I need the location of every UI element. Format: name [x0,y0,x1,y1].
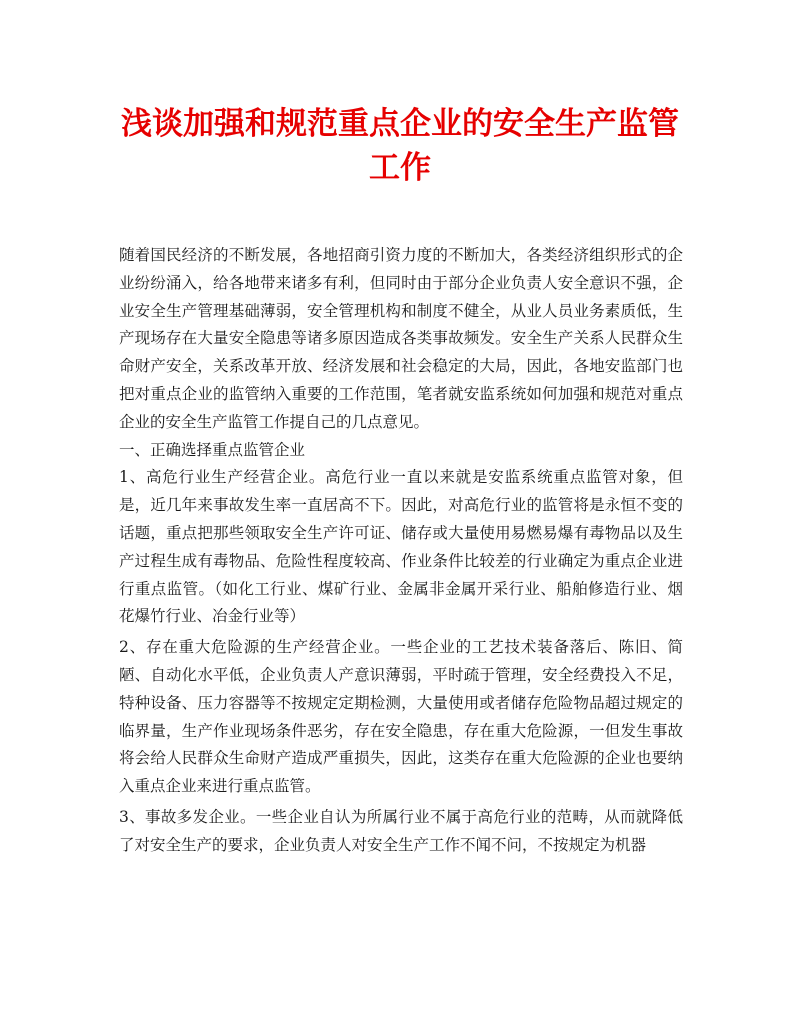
document-title: 浅谈加强和规范重点企业的安全生产监管工作 [121,106,679,186]
document-body [119,242,683,860]
intro-paragraph: 随着国民经济的不断发展，各地招商引资力度的不断加大，各类经济组织形式的企业纷纷涌入，给各地带来诸多有利，但同时由于部分企业负责人安全意识不强，企业安全生产管理基础薄弱，安全管理机构和制度不健全，从业人员业务素质低，生产现场存在大量安全隐患等诸多原因造成各类事故频发。安全生产关系人民群众生命财产安全，关系改革开放、经济发展和社会稳定的大局，因此，各地安监部门也把对重点企业的监管纳入重要的工作范围，笔者就安监系统如何加强和规范对重点企业的安全生产监管工作提自己的几点意见。 [119,246,683,431]
list-item-2: 2、存在重大危险源的生产经营企业。一些企业的工艺技术装备落后、陈旧、简陋、自动化水平低，企业负责人产意识薄弱，平时疏于管理，安全经费投入不足，特种设备、压力容器等不按规定定期检测，大量使用或者储存危险物品超过规定的临界量，生产作业现场条件恶劣，存在安全隐患，存在重大危险源，一但发生事故将会给人民群众生命财产造成严重损失，因此，这类存在重大危险源的企业也要纳入重点企业来进行重点监管。 [119,638,683,796]
section-heading: 一、正确选择重点监管企业 [119,440,306,459]
list-item-3: 3、事故多发企业。一些企业自认为所属行业不属于高危行业的范畴，从而就降低了对安全生产的要求，企业负责人对安全生产工作不闻不问，不按规定为机器 [119,807,683,854]
list-item-1: 1、高危行业生产经营企业。高危行业一直以来就是安监系统重点监管对象，但是，近几年来事故发生率一直居高不下。因此，对高危行业的监管将是永恒不变的话题，重点把那些领取安全生产许可证、储存或大量使用易燃易爆有毒物品以及生产过程生成有毒物品、危险性程度较高、作业条件比较差的行业确定为重点企业进行重点监管。（如化工行业、煤矿行业、金属非金属开采行业、船舶修造行业、烟花爆竹行业、冶金行业等） [119,468,683,626]
